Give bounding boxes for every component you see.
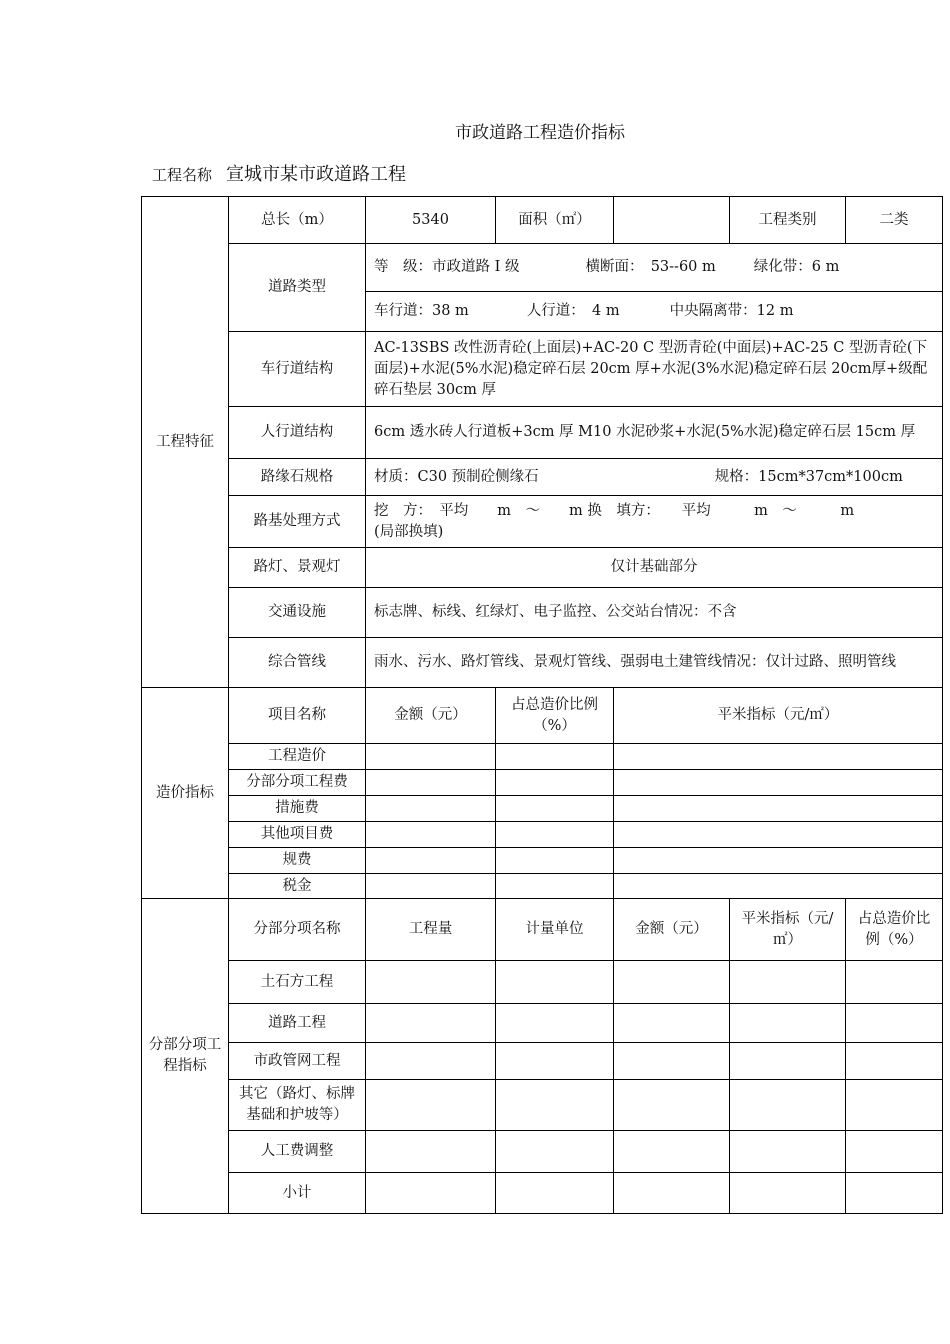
cost-cell[interactable] bbox=[614, 822, 943, 848]
curb-spec: 规格：15cm*37cm*100cm bbox=[714, 468, 903, 485]
road-median: 中央隔离带：12 m bbox=[669, 303, 794, 319]
pipelines-label: 综合管线 bbox=[229, 638, 366, 688]
pipelines-value: 雨水、污水、路灯管线、景观灯管线、强弱电土建管线情况：仅计过路、照明管线 bbox=[366, 638, 943, 688]
cost-cell[interactable] bbox=[614, 744, 943, 770]
cost-cell[interactable] bbox=[496, 770, 614, 796]
subitem-cell[interactable] bbox=[366, 1043, 496, 1080]
cost-cell[interactable] bbox=[496, 796, 614, 822]
category-value[interactable]: 二类 bbox=[846, 197, 943, 244]
subitem-row-label: 人工费调整 bbox=[229, 1131, 366, 1173]
subitem-cell[interactable] bbox=[730, 961, 846, 1004]
cost-cell[interactable] bbox=[614, 874, 943, 899]
section-cost-index: 造价指标 bbox=[142, 688, 229, 899]
category-label: 工程类别 bbox=[730, 197, 846, 244]
subitem-cell[interactable] bbox=[730, 1043, 846, 1080]
subitem-row-label: 道路工程 bbox=[229, 1004, 366, 1043]
cost-row-label: 税金 bbox=[229, 874, 366, 899]
traffic-value: 标志牌、标线、红绿灯、电子监控、公交站台情况：不含 bbox=[366, 588, 943, 638]
subitem-row-label: 土石方工程 bbox=[229, 961, 366, 1004]
road-grade: 等 级：市政道路 Ⅰ 级 bbox=[374, 259, 520, 275]
subitem-row-label: 其它（路灯、标牌基础和护坡等） bbox=[229, 1080, 366, 1131]
subitem-cell[interactable] bbox=[366, 1173, 496, 1214]
cost-cell[interactable] bbox=[496, 874, 614, 899]
subitem-header-name: 分部分项名称 bbox=[229, 899, 366, 961]
subgrade-label: 路基处理方式 bbox=[229, 496, 366, 548]
cost-row-label: 工程造价 bbox=[229, 744, 366, 770]
cost-cell[interactable] bbox=[366, 874, 496, 899]
section-features: 工程特征 bbox=[142, 197, 229, 688]
cost-index-table bbox=[141, 196, 943, 1214]
curb-material: 材质：C30 预制砼侧缘石 bbox=[374, 468, 539, 485]
subitem-cell[interactable] bbox=[366, 1131, 496, 1173]
curb-label: 路缘石规格 bbox=[229, 459, 366, 496]
subitem-cell[interactable] bbox=[730, 1173, 846, 1214]
subitem-cell[interactable] bbox=[366, 1080, 496, 1131]
subitem-cell[interactable] bbox=[496, 1173, 614, 1214]
cost-header-amount: 金额（元） bbox=[366, 688, 496, 744]
road-carriageway: 车行道：38 m bbox=[374, 303, 469, 319]
carriage-structure-value: AC-13SBS 改性沥青砼(上面层)+AC-20 C 型沥青砼(中面层)+AC-25 C 型沥青砼(下面层)+水泥(5%水泥)稳定碎石层 20cm 厚+水泥(3%水泥)稳定碎石层 20cm厚+级配碎石垫层 30cm 厚 bbox=[366, 332, 943, 407]
road-sidewalk: 人行道： 4 m bbox=[526, 303, 620, 319]
cost-row-label: 规费 bbox=[229, 848, 366, 874]
subitem-cell[interactable] bbox=[846, 961, 943, 1004]
subitem-header-per-sqm: 平米指标（元/㎡） bbox=[730, 899, 846, 961]
subitem-cell[interactable] bbox=[496, 1043, 614, 1080]
cost-row-label: 分部分项工程费 bbox=[229, 770, 366, 796]
cost-cell[interactable] bbox=[496, 848, 614, 874]
section-subitem-index: 分部分项工程指标 bbox=[142, 899, 229, 1214]
project-name-label: 工程名称 bbox=[152, 166, 213, 184]
subitem-cell[interactable] bbox=[614, 1173, 730, 1214]
subitem-cell[interactable] bbox=[496, 1004, 614, 1043]
subitem-cell[interactable] bbox=[846, 1043, 943, 1080]
cost-cell[interactable] bbox=[366, 744, 496, 770]
traffic-label: 交通设施 bbox=[229, 588, 366, 638]
lights-label: 路灯、景观灯 bbox=[229, 548, 366, 588]
subitem-cell[interactable] bbox=[846, 1004, 943, 1043]
subitem-cell[interactable] bbox=[730, 1131, 846, 1173]
lights-value: 仅计基础部分 bbox=[366, 548, 943, 588]
project-name-value: 宣城市某市政道路工程 bbox=[226, 164, 407, 185]
subitem-header-ratio: 占总造价比例（%） bbox=[846, 899, 943, 961]
subitem-cell[interactable] bbox=[366, 961, 496, 1004]
subitem-cell[interactable] bbox=[614, 961, 730, 1004]
subitem-header-quantity: 工程量 bbox=[366, 899, 496, 961]
document-title: 市政道路工程造价指标 bbox=[455, 123, 625, 143]
subitem-header-amount: 金额（元） bbox=[614, 899, 730, 961]
road-type-label: 道路类型 bbox=[229, 244, 366, 332]
road-type-line1 bbox=[366, 244, 943, 292]
subitem-cell[interactable] bbox=[614, 1043, 730, 1080]
cost-row-label: 措施费 bbox=[229, 796, 366, 822]
cost-row-label: 其他项目费 bbox=[229, 822, 366, 848]
carriage-structure-label: 车行道结构 bbox=[229, 332, 366, 407]
subitem-cell[interactable] bbox=[614, 1080, 730, 1131]
subitem-cell[interactable] bbox=[730, 1080, 846, 1131]
area-value[interactable] bbox=[614, 197, 730, 244]
subitem-row-label: 小计 bbox=[229, 1173, 366, 1214]
road-type-line2 bbox=[366, 292, 943, 332]
subitem-row-label: 市政管网工程 bbox=[229, 1043, 366, 1080]
cost-cell[interactable] bbox=[614, 770, 943, 796]
cost-cell[interactable] bbox=[366, 848, 496, 874]
subitem-cell[interactable] bbox=[496, 1080, 614, 1131]
subgrade-line2: (局部换填) bbox=[374, 523, 444, 540]
cost-header-per-sqm: 平米指标（元/㎡） bbox=[614, 688, 943, 744]
area-label: 面积（㎡） bbox=[496, 197, 614, 244]
subitem-cell[interactable] bbox=[846, 1173, 943, 1214]
subitem-cell[interactable] bbox=[730, 1004, 846, 1043]
sidewalk-structure-label: 人行道结构 bbox=[229, 407, 366, 459]
subgrade-line1: 挖 方： 平均 m ～ m 换 填方： 平均 m ～ m bbox=[374, 502, 855, 519]
length-label: 总长（m） bbox=[229, 197, 366, 244]
curb-value bbox=[366, 459, 943, 496]
length-value[interactable]: 5340 bbox=[366, 197, 496, 244]
cost-cell[interactable] bbox=[366, 822, 496, 848]
subitem-cell[interactable] bbox=[496, 1131, 614, 1173]
cost-header-ratio: 占总造价比例（%） bbox=[496, 688, 614, 744]
subitem-header-unit: 计量单位 bbox=[496, 899, 614, 961]
cost-cell[interactable] bbox=[496, 744, 614, 770]
project-name-row bbox=[152, 160, 406, 186]
cost-cell[interactable] bbox=[366, 796, 496, 822]
road-cross-section: 横断面： 53--60 m bbox=[585, 259, 716, 275]
cost-cell[interactable] bbox=[366, 770, 496, 796]
subitem-cell[interactable] bbox=[614, 1004, 730, 1043]
cost-cell[interactable] bbox=[496, 822, 614, 848]
subitem-cell[interactable] bbox=[614, 1131, 730, 1173]
cost-cell[interactable] bbox=[614, 796, 943, 822]
subitem-cell[interactable] bbox=[496, 961, 614, 1004]
road-green-belt: 绿化带：6 m bbox=[753, 259, 840, 275]
cost-cell[interactable] bbox=[614, 848, 943, 874]
subitem-cell[interactable] bbox=[846, 1131, 943, 1173]
subitem-cell[interactable] bbox=[366, 1004, 496, 1043]
subgrade-value bbox=[366, 496, 943, 548]
subitem-cell[interactable] bbox=[846, 1080, 943, 1131]
sidewalk-structure-value: 6cm 透水砖人行道板+3cm 厚 M10 水泥砂浆+水泥(5%水泥)稳定碎石层 15cm 厚 bbox=[366, 407, 943, 459]
cost-header-item: 项目名称 bbox=[229, 688, 366, 744]
